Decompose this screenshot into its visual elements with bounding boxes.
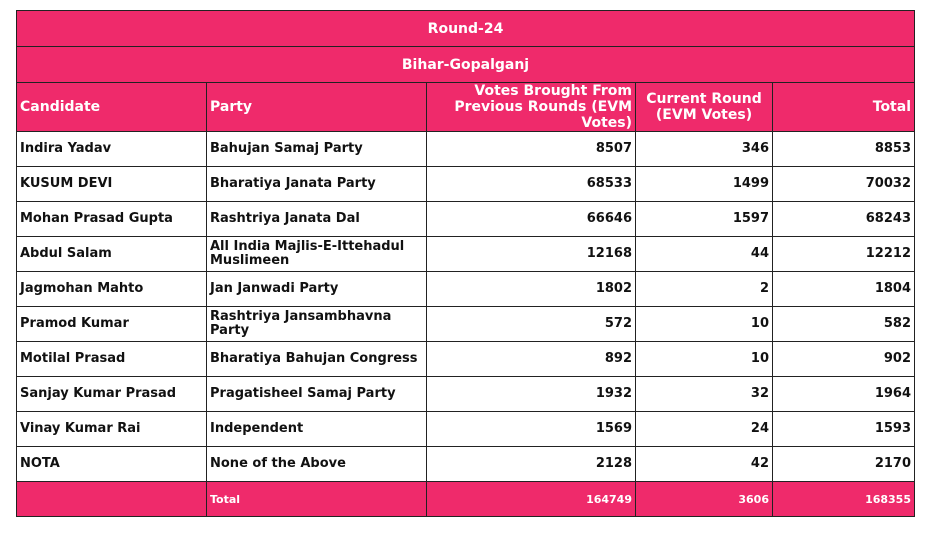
table-row [17, 342, 915, 377]
total-votes-cell: 1804 [773, 272, 915, 307]
current-votes-cell: 346 [636, 132, 773, 167]
table-row [17, 377, 915, 412]
party-cell: Bharatiya Janata Party [207, 167, 427, 202]
candidate-cell: Sanjay Kumar Prasad [17, 377, 207, 412]
current-votes-cell: 2 [636, 272, 773, 307]
total-votes-cell: 2170 [773, 447, 915, 482]
party-cell: Rashtriya Jansambhavna Party [207, 307, 427, 342]
candidate-cell: Indira Yadav [17, 132, 207, 167]
table-row [17, 237, 915, 272]
results-body [17, 132, 915, 482]
candidate-cell: Motilal Prasad [17, 342, 207, 377]
previous-votes-cell: 892 [427, 342, 636, 377]
previous-votes-cell: 12168 [427, 237, 636, 272]
current-votes-cell: 10 [636, 307, 773, 342]
previous-votes-cell: 2128 [427, 447, 636, 482]
current-votes-cell: 1597 [636, 202, 773, 237]
party-cell: Bahujan Samaj Party [207, 132, 427, 167]
total-votes-cell: 8853 [773, 132, 915, 167]
table-row [17, 307, 915, 342]
totals-total: 168355 [773, 482, 915, 517]
candidate-cell: Jagmohan Mahto [17, 272, 207, 307]
total-votes-cell: 582 [773, 307, 915, 342]
col-previous-votes: Votes Brought From Previous Rounds (EVM Votes) [427, 83, 636, 132]
column-header-row [17, 83, 915, 132]
candidate-cell: Abdul Salam [17, 237, 207, 272]
current-votes-cell: 24 [636, 412, 773, 447]
candidate-cell: Mohan Prasad Gupta [17, 202, 207, 237]
candidate-cell: Vinay Kumar Rai [17, 412, 207, 447]
party-cell: Pragatisheel Samaj Party [207, 377, 427, 412]
constituency-title: Bihar-Gopalganj [17, 47, 915, 83]
round-title: Round-24 [17, 11, 915, 47]
current-votes-cell: 32 [636, 377, 773, 412]
table-row [17, 202, 915, 237]
table-row [17, 272, 915, 307]
candidate-cell: Pramod Kumar [17, 307, 207, 342]
previous-votes-cell: 68533 [427, 167, 636, 202]
table-row [17, 447, 915, 482]
party-cell: None of the Above [207, 447, 427, 482]
totals-row [17, 482, 915, 517]
party-cell: All India Majlis-E-Ittehadul Muslimeen [207, 237, 427, 272]
round-title-row [17, 11, 915, 47]
party-cell: Jan Janwadi Party [207, 272, 427, 307]
candidate-cell: NOTA [17, 447, 207, 482]
col-party: Party [207, 83, 427, 132]
col-total: Total [773, 83, 915, 132]
candidate-cell: KUSUM DEVI [17, 167, 207, 202]
col-current-round: Current Round (EVM Votes) [636, 83, 773, 132]
previous-votes-cell: 66646 [427, 202, 636, 237]
totals-blank [17, 482, 207, 517]
table-row [17, 412, 915, 447]
current-votes-cell: 42 [636, 447, 773, 482]
total-votes-cell: 70032 [773, 167, 915, 202]
totals-previous: 164749 [427, 482, 636, 517]
table-row [17, 167, 915, 202]
total-votes-cell: 1593 [773, 412, 915, 447]
current-votes-cell: 44 [636, 237, 773, 272]
previous-votes-cell: 1569 [427, 412, 636, 447]
total-votes-cell: 12212 [773, 237, 915, 272]
current-votes-cell: 1499 [636, 167, 773, 202]
total-votes-cell: 1964 [773, 377, 915, 412]
party-cell: Independent [207, 412, 427, 447]
constituency-row [17, 47, 915, 83]
previous-votes-cell: 8507 [427, 132, 636, 167]
total-votes-cell: 902 [773, 342, 915, 377]
totals-current: 3606 [636, 482, 773, 517]
results-table-container [16, 10, 914, 517]
party-cell: Bharatiya Bahujan Congress [207, 342, 427, 377]
previous-votes-cell: 572 [427, 307, 636, 342]
party-cell: Rashtriya Janata Dal [207, 202, 427, 237]
current-votes-cell: 10 [636, 342, 773, 377]
previous-votes-cell: 1802 [427, 272, 636, 307]
total-votes-cell: 68243 [773, 202, 915, 237]
results-table [16, 10, 915, 517]
col-candidate: Candidate [17, 83, 207, 132]
table-row [17, 132, 915, 167]
previous-votes-cell: 1932 [427, 377, 636, 412]
totals-label: Total [207, 482, 427, 517]
